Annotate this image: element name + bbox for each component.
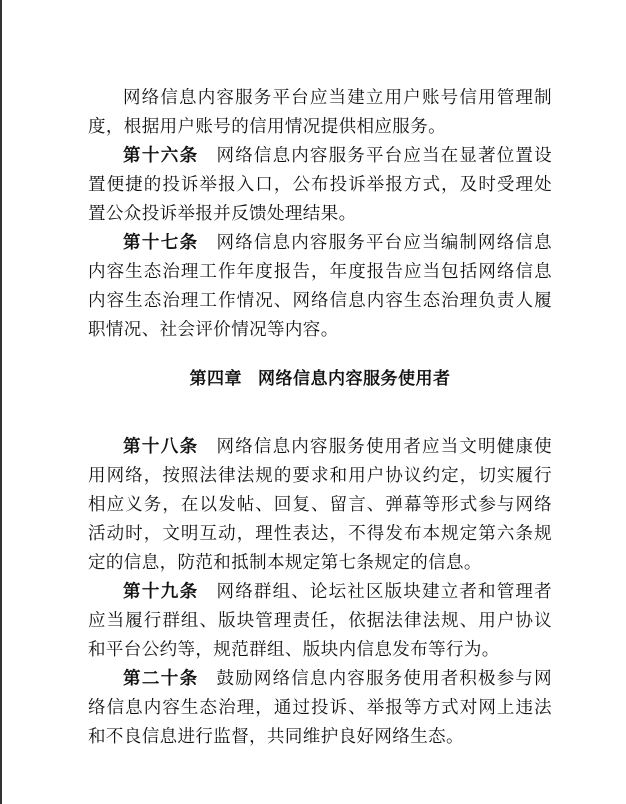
paragraph-article-20 <box>88 665 552 752</box>
document-page <box>88 84 552 752</box>
article-label: 第十六条 <box>123 146 199 166</box>
paragraph-text: 网络信息内容服务平台应当在显著位置设置便捷的投诉举报入口，公布投诉举报方式，及时受理处置公众投诉举报并反馈处理结果。 <box>88 146 552 224</box>
chapter-heading <box>88 365 552 394</box>
paragraph-text: 网络信息内容服务使用者应当文明健康使用网络，按照法律法规的要求和用户协议约定，切实履行相应义务，在以发帖、回复、留言、弹幕等形式参与网络活动时，文明互动，理性表达，不得发布本规定第六条规定的信息，防范和抵制本规定第七条规定的信息。 <box>88 437 552 573</box>
paragraph-article-17 <box>88 229 552 345</box>
paragraph-text: 网络信息内容服务平台应当编制网络信息内容生态治理工作年度报告，年度报告应当包括网络信息内容生态治理工作情况、网络信息内容生态治理负责人履职情况、社会评价情况等内容。 <box>88 233 552 340</box>
paragraph-article-16 <box>88 142 552 229</box>
paragraph-article-15-continued <box>88 84 552 142</box>
page-left-border <box>0 0 2 804</box>
article-label: 第二十条 <box>123 669 199 689</box>
paragraph-article-19 <box>88 578 552 665</box>
paragraph-text: 鼓励网络信息内容服务使用者积极参与网络信息内容生态治理，通过投诉、举报等方式对网上违法和不良信息进行监督，共同维护良好网络生态。 <box>88 669 552 747</box>
article-label: 第十八条 <box>123 437 199 457</box>
article-label: 第十九条 <box>123 582 199 602</box>
chapter-number: 第四章 <box>189 369 242 389</box>
chapter-spacer <box>88 394 552 433</box>
paragraph-text: 网络群组、论坛社区版块建立者和管理者应当履行群组、版块管理责任，依据法律法规、用户协议和平台公约等，规范群组、版块内信息发布等行为。 <box>88 582 552 660</box>
paragraph-article-18 <box>88 433 552 578</box>
chapter-title: 网络信息内容服务使用者 <box>258 369 451 389</box>
article-label: 第十七条 <box>123 233 199 253</box>
paragraph-text: 网络信息内容服务平台应当建立用户账号信用管理制度，根据用户账号的信用情况提供相应服务。 <box>88 88 552 137</box>
